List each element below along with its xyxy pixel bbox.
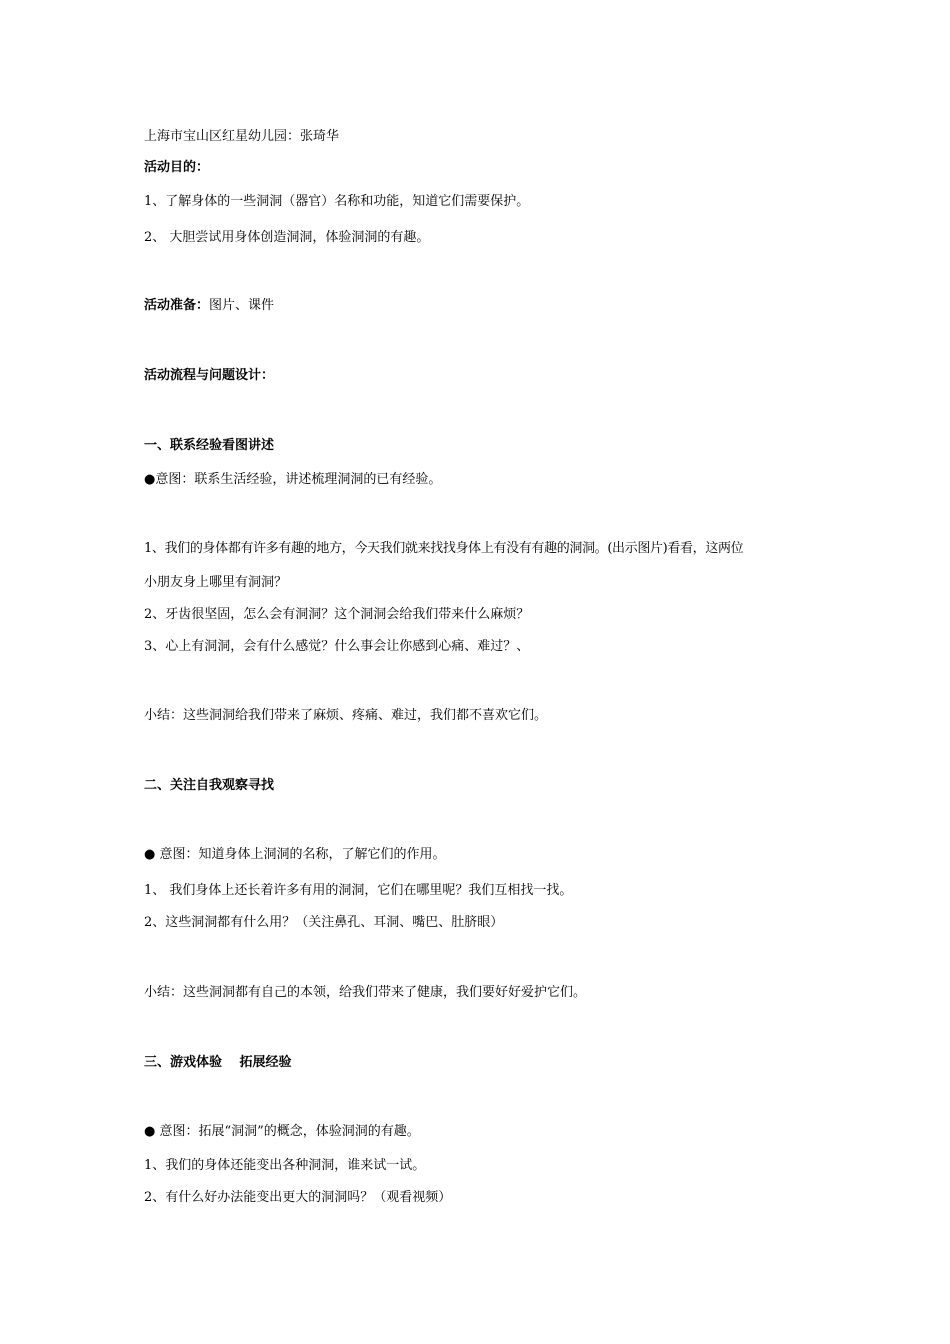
section-1-summary: 小结：这些洞洞给我们带来了麻烦、疼痛、难过，我们都不喜欢它们。	[144, 708, 548, 723]
section-3-title: 三、游戏体验 拓展经验	[144, 1055, 292, 1070]
section-3-intent: ● 意图：拓展“洞洞”的概念，体验洞洞的有趣。	[144, 1124, 420, 1139]
section-2-question-1: 1、 我们身体上还长着许多有用的洞洞，它们在哪里呢？我们互相找一找。	[144, 883, 573, 898]
preparation-label: 活动准备：	[144, 298, 210, 313]
section-1-question-3: 3、心上有洞洞，会有什么感觉？什么事会让你感到心痛、难过？、	[144, 639, 530, 654]
section-1-question-1-line-2: 小朋友身上哪里有洞洞？	[144, 575, 288, 590]
section-2-intent: ● 意图：知道身体上洞洞的名称，了解它们的作用。	[144, 847, 446, 862]
section-2-title: 二、关注自我观察寻找	[144, 778, 275, 793]
section-2-summary: 小结：这些洞洞都有自己的本领，给我们带来了健康，我们要好好爱护它们。	[144, 985, 587, 1000]
section-1-question-2: 2、牙齿很坚固，怎么会有洞洞？这个洞洞会给我们带来什么麻烦？	[144, 607, 530, 622]
section-1-title: 一、联系经验看图讲述	[144, 438, 275, 453]
section-3-question-2: 2、有什么好办法能变出更大的洞洞吗？（观看视频）	[144, 1190, 452, 1205]
section-3-question-1: 1、我们的身体还能变出各种洞洞，谁来试一试。	[144, 1158, 426, 1173]
goal-item-2: 2、 大胆尝试用身体创造洞洞，体验洞洞的有趣。	[144, 230, 430, 245]
author-line: 上海市宝山区红星幼儿园：张琦华	[144, 129, 340, 144]
section-1-question-1-line-1: 1、我们的身体都有许多有趣的地方，今天我们就来找找身体上有没有有趣的洞洞。(出示图片)看看，这两位	[144, 541, 744, 556]
goal-item-1: 1、了解身体的一些洞洞（器官）名称和功能，知道它们需要保护。	[144, 194, 530, 209]
flow-heading: 活动流程与问题设计：	[144, 368, 275, 383]
preparation-text: 图片、课件	[209, 298, 275, 313]
section-1-intent: ●意图：联系生活经验，讲述梳理洞洞的已有经验。	[144, 472, 442, 487]
section-2-question-2: 2、这些洞洞都有什么用？（关注鼻孔、耳洞、嘴巴、肚脐眼）	[144, 915, 504, 930]
preparation-line	[144, 296, 274, 316]
goal-heading: 活动目的：	[144, 160, 210, 175]
